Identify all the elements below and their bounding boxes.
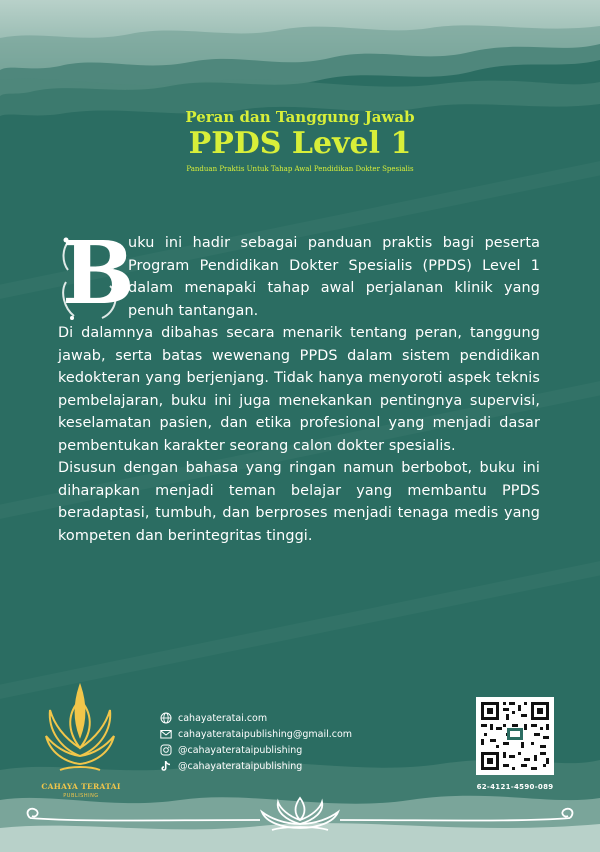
publisher-name: CAHAYA TERATAI bbox=[41, 782, 121, 791]
lotus-ornament-icon bbox=[0, 790, 600, 840]
website-text: cahayateratai.com bbox=[178, 712, 268, 724]
email-text: cahayaterataipublishing@gmail.com bbox=[178, 728, 353, 740]
instagram-icon bbox=[160, 744, 172, 756]
globe-icon bbox=[160, 712, 172, 724]
synopsis-paragraph-1 bbox=[58, 223, 540, 324]
publisher-tagline: PUBLISHING bbox=[63, 793, 99, 799]
qr-code-icon[interactable] bbox=[476, 697, 554, 775]
synopsis-paragraph-2: Di dalamnya dibahas secara menarik tentang peran, tanggung jawab, serta batas wewenang PPDS dalam sistem pendidikan kedokteran yang berjenjang. Tidak hanya menyoroti aspek teknis pembelajaran, buku ini juga menekankan pentingnya supervisi, keselamatan pasien, dan etika profesional yang menjadi dasar pembentukan karakter seorang calon dokter spesialis. bbox=[58, 325, 540, 454]
contact-instagram[interactable] bbox=[160, 742, 352, 758]
contact-tiktok[interactable] bbox=[160, 758, 352, 774]
ornate-dropcap bbox=[58, 223, 135, 324]
dropcap-letter: B bbox=[62, 223, 135, 324]
synopsis-paragraph-3: Disusun dengan bahasa yang ringan namun berbobot, buku ini diharapkan menjadi teman belajar yang membantu PPDS beradaptasi, tumbuh, dan berproses menjadi tenaga medis yang kompeten dan berintegritas tinggi. bbox=[58, 460, 540, 544]
lotus-logo-icon bbox=[40, 680, 120, 790]
book-supertitle: Peran dan Tanggung Jawab bbox=[185, 108, 415, 126]
instagram-text: @cahayaterataipublishing bbox=[178, 744, 303, 756]
tiktok-text: @cahayaterataipublishing bbox=[178, 760, 303, 772]
contact-website[interactable] bbox=[160, 710, 352, 726]
book-title: PPDS Level 1 bbox=[188, 126, 412, 161]
phone-number: 62-4121-4590-089 bbox=[476, 783, 554, 791]
envelope-icon bbox=[160, 728, 172, 740]
contact-list bbox=[160, 710, 352, 774]
book-subtitle: Panduan Praktis Untuk Tahap Awal Pendidikan Dokter Spesialis bbox=[186, 165, 414, 173]
synopsis bbox=[58, 223, 540, 547]
title-block bbox=[0, 108, 600, 174]
contact-email[interactable] bbox=[160, 726, 352, 742]
synopsis-paragraph-1-text: uku ini hadir sebagai panduan praktis bagi peserta Program Pendidikan Dokter Spesialis (PPDS) Level 1 dalam menapaki tahap awal perjalanan klinik yang penuh tantangan. bbox=[128, 235, 540, 319]
tiktok-icon bbox=[160, 760, 172, 772]
